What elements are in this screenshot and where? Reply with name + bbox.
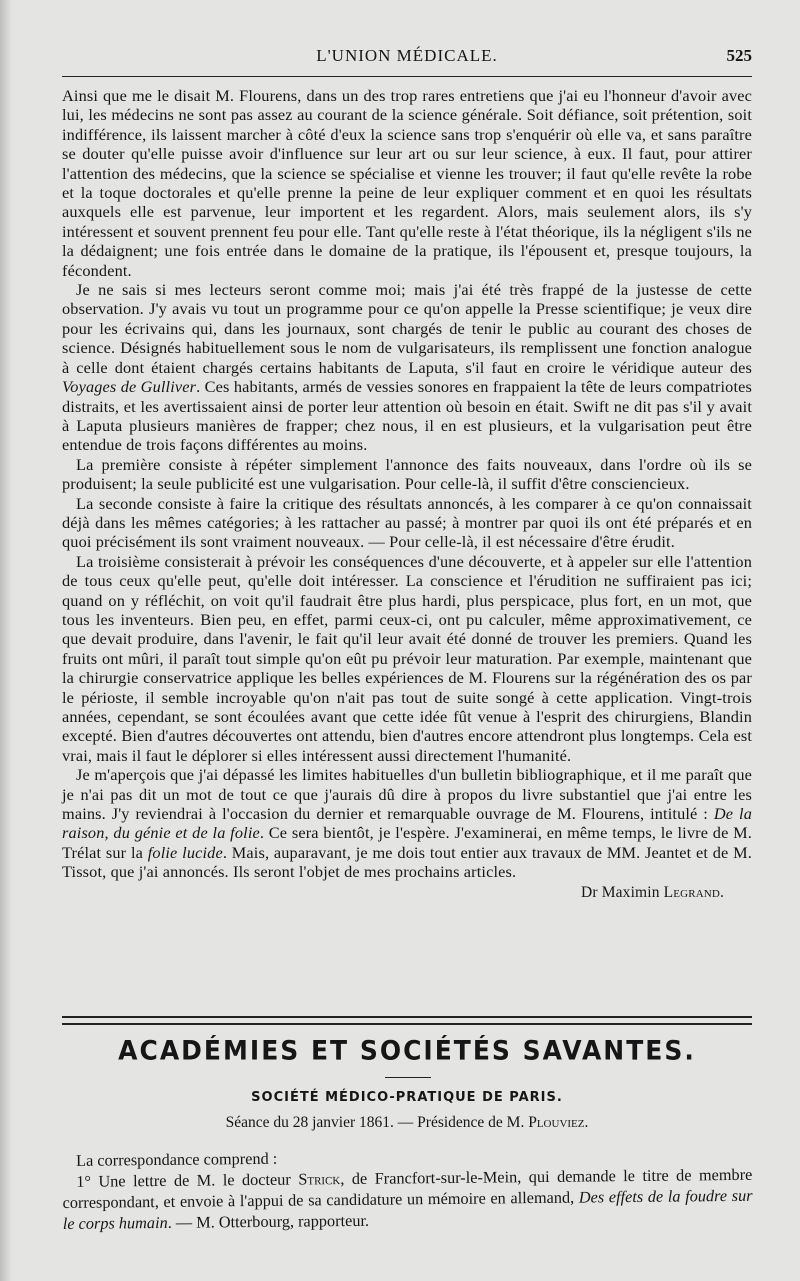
session-text: Séance du 28 janvier 1861. — Présidence de M. [225, 1114, 525, 1131]
running-title: L'UNION MÉDICALE. [316, 46, 498, 65]
book-title-raison: De la raison, du génie et de la folie [62, 804, 752, 843]
page-header [62, 44, 752, 74]
signature-name: Legrand. [663, 883, 724, 901]
item-1-text-b: , de Francfort-sur-le-Mein, qui demande le titre de membre correspondant, et envoie à l'appui de sa candidature un mémoire en allemand, [62, 1164, 753, 1212]
session-line [62, 1114, 752, 1132]
page-number: 525 [726, 46, 752, 65]
paragraph-3-text: La première consiste à répéter simplement l'annonce des faits nouveaux, dans l'ordre où ils se produisent; la seule publicité est une vulgarisation. Pour celle-là, il suffit d'être consciencieux. [62, 454, 752, 494]
book-title-folie-lucide: folie lucide [147, 842, 223, 862]
header-rule [62, 76, 752, 77]
paragraph-6-text-c: . Mais, auparavant, je me dois tout entier aux travaux de MM. Jeantet et de M. Tissot, que j'ai annoncés. Ils seront l'objet de mes prochains articles. [62, 842, 752, 882]
paragraph-2 [62, 280, 752, 455]
paragraph-1-text: Ainsi que me le disait M. Flourens, dans un des trop rares entretiens que j'ai eu l'honneur d'avoir avec lui, les médecins ne sont pas assez au courant de la science générale. Soit défiance, soit prétention, soit indifférence, ils laissent marcher à côté d'eux la science sans trop s'enquérir où elle va, et sans paraître se douter qu'elle puisse avoir d'influence sur leur art ou sur leur science, à eux. Il faut, pour attirer l'attention des médecins, que la science se spécialise et vienne les trouver; il faut qu'elle revête la robe et la toque doctorales et qu'elle prenne la peine de leur expliquer comment et en quoi les résultats auxquels elle est parvenue, leur importent et les regardent. Alors, mais seulement alors, ils s'y intéressent et souvent prennent feu pour elle. Tant qu'elle reste à l'état théorique, ils la négligent s'ils ne la dédaignent; une fois entrée dans le domaine de la pratique, ils l'épousent et, presque toujours, la fécondent. [62, 86, 752, 280]
page-shadow [0, 0, 12, 1281]
minutes-body [62, 1143, 753, 1234]
paragraph-6-text-b: . Ce sera bientôt, je l'espère. J'examinerai, en même temps, le livre de M. Trélat sur la [62, 823, 752, 862]
paragraph-5 [62, 552, 752, 765]
paragraph-1 [62, 86, 752, 280]
section-heading: ACADÉMIES ET SOCIÉTÉS SAVANTES. [118, 1035, 696, 1066]
author-signature [62, 882, 752, 904]
correspondence-intro: La correspondance comprend : [76, 1148, 278, 1170]
society-name: SOCIÉTÉ MÉDICO-PRATIQUE DE PARIS. [251, 1090, 563, 1105]
paragraph-4-text: La seconde consiste à faire la critique des résultats annoncés, à les comparer à ce qu'on connaissait déjà dans les mêmes catégories; à les rattacher au passé; à montrer par quoi ils ont été préparés et en quoi précisément ils sont vraiment nouveaux. — Pour celle-là, il est nécessaire d'être érudit. [62, 493, 752, 552]
paragraph-6 [62, 765, 752, 881]
paragraph-3 [62, 455, 752, 494]
item-1-text-a: 1° Une lettre de M. le docteur [76, 1169, 291, 1191]
book-title-gulliver: Voyages de Gulliver [62, 377, 197, 397]
item-1-text-c: . — M. Otterbourg, rapporteur. [167, 1210, 370, 1232]
paragraph-2-text-b: . Ces habitants, armés de vessies sonores en frappaient la tête de leurs compatriotes distraits, et les avertissaient ainsi de porter leur attention où besoin en était. Swift ne dit pas s'il y avait à Laputa plusieurs manières de frapper; chez nous, il en est plusieurs, et la vulgarisation peut être entendue de trois façons différentes au moins. [62, 377, 752, 455]
memoir-title: Des effets de la foudre sur le corps humain [62, 1185, 753, 1233]
paragraph-2-text-a: Je ne sais si mes lecteurs seront comme moi; mais j'ai été très frappé de la justesse de cette observation. J'y avais vu tout un programme pour ce qu'on appelle la Presse scientifique; je veux dire pour les écrivains qui, dans les journaux, sont chargés de tenir le public au courant des choses de science. Désignés habituellement sous le nom de vulgarisateurs, ils remplissent une fonction analogue à celle dont étaient chargés certains habitants de Laputa, s'il faut en croire le véridique auteur des [62, 280, 752, 377]
signature-prefix: Dr Maximin [581, 883, 660, 901]
item-1-name: Strick [298, 1169, 341, 1189]
session-president: Plouviez. [528, 1114, 589, 1131]
paragraph-5-text: La troisième consisterait à prévoir les conséquences d'une découverte, et à appeler sur elle l'attention de tous ceux qu'elle peut, qu'elle doit intéresser. La conscience et l'érudition ne suffiraient pas ici; quand on y réfléchit, on voit qu'il faudrait être plus hardi, plus perspicace, plus fort, en un mot, que tous les inventeurs. Bien peu, en effet, parmi ceux-ci, ont pu calculer, même approximativement, ce que devait produire, dans l'avenir, le fait qu'il leur avait été donné de trouver les premiers. Quand les fruits ont mûri, il paraît tout simple qu'on eût pu prévoir leur maturation. Par exemple, maintenant que la chirurgie conservatrice applique les belles expériences de M. Flourens sur la régénération des os par le périoste, il semble incroyable qu'on n'ait pas tout de suite songé à cette application. Vingt-trois années, cependant, se sont écoulées avant que cette idée fût venue à l'esprit des chirurgiens, Blandin excepté. Bien d'autres découvertes ont attendu, bien d'autres encore attendront plus longtemps. Cela est vrai, mais il faut le déplorer si elles intéressent aussi directement l'humanité. [62, 551, 752, 765]
paragraph-6-text-a: Je m'aperçois que j'ai dépassé les limites habituelles d'un bulletin bibliographique, et il me paraît que je n'ai pas dit un mot de tout ce que j'aurais dû dire à propos du livre substantiel que j'ai entre les mains. J'y reviendrai à l'occasion du dernier et remarquable ouvrage de M. Flourens, intitulé : [62, 765, 752, 824]
correspondence-item-1 [62, 1164, 753, 1234]
article-body [62, 86, 752, 904]
section-divider [62, 1016, 752, 1025]
paragraph-4 [62, 494, 752, 552]
heading-underline [385, 1077, 431, 1078]
